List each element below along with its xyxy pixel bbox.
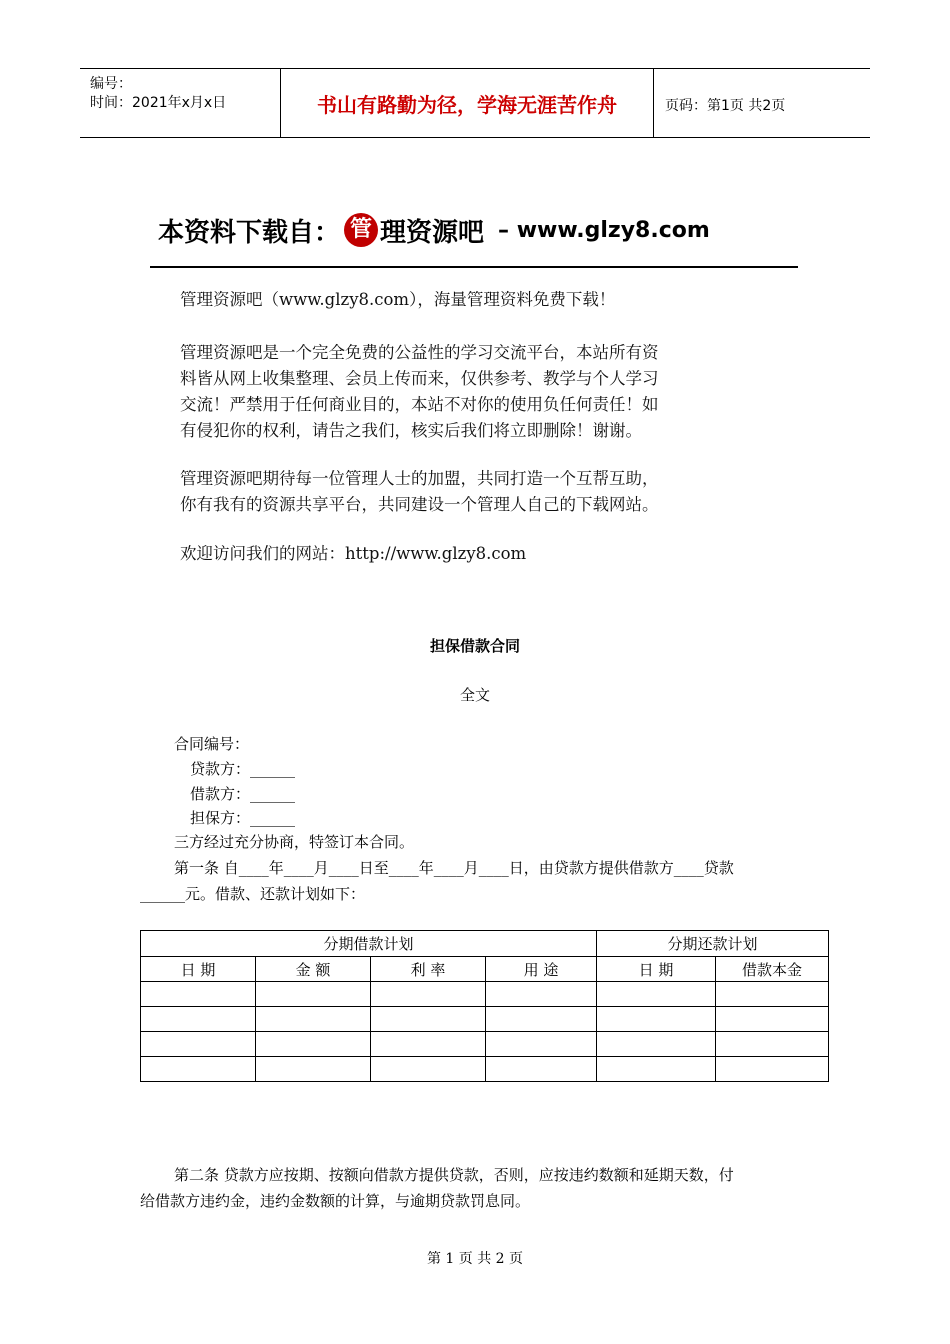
- article-1-line: 第一条 自____年____月____日至____年____月____日，由贷款方提供借款方____贷款: [174, 859, 734, 877]
- table-cell: [256, 982, 371, 1007]
- header-motto: 书山有路勤为径，学海无涯苦作舟: [281, 69, 654, 137]
- table-row: [141, 1032, 829, 1057]
- group-repay-header: 分期还款计划: [597, 931, 829, 957]
- agreement-text: 三方经过充分协商，特签订本合同。: [174, 833, 415, 851]
- table-cell: [597, 1057, 716, 1082]
- table-cell: [597, 1007, 716, 1032]
- col-header-date: 日 期: [141, 957, 256, 982]
- borrower-field: 借款方：______: [190, 785, 296, 803]
- download-banner: [158, 208, 798, 252]
- doc-time-label: 时间：2021年x月x日: [90, 95, 227, 111]
- table-cell: [716, 1007, 829, 1032]
- site-logo-icon: 管: [344, 213, 378, 247]
- col-header-repay-date: 日 期: [597, 957, 716, 982]
- intro-line: 有侵犯你的权利，请告之我们，核实后我们将立即删除！谢谢。: [180, 421, 642, 440]
- article-2-line: 给借款方违约金，违约金数额的计算，与逾期贷款罚息同。: [140, 1192, 531, 1210]
- contract-subtitle: 全文: [459, 686, 490, 704]
- table-cell: [486, 1007, 597, 1032]
- table-row: [141, 1057, 829, 1082]
- intro-line: 管理资源吧期待每一位管理人士的加盟，共同打造一个互帮互助，: [180, 469, 659, 488]
- banner-url[interactable]: – www.glzy8.com: [498, 217, 710, 243]
- guarantor-field: 担保方：______: [190, 809, 296, 827]
- article-2-line: 第二条 贷款方应按期、按额向借款方提供贷款，否则，应按违约数额和延期天数，付: [174, 1166, 734, 1184]
- header-meta-cell: [80, 69, 281, 137]
- table-cell: [256, 1032, 371, 1057]
- table-cell: [716, 982, 829, 1007]
- loan-plan-table: [140, 930, 829, 1082]
- intro-line: 交流！严禁用于任何商业目的，本站不对你的使用负任何责任！如: [180, 395, 659, 414]
- col-header-principal: 借款本金: [716, 957, 829, 982]
- table-cell: [486, 1032, 597, 1057]
- intro-line: 管理资源吧（www.glzy8.com），海量管理资料免费下载！: [180, 290, 616, 309]
- table-cell: [371, 982, 486, 1007]
- table-cell: [256, 1057, 371, 1082]
- table-group-header-row: [141, 931, 829, 957]
- col-header-purpose: 用 途: [486, 957, 597, 982]
- table-cell: [141, 1032, 256, 1057]
- table-cell: [371, 1032, 486, 1057]
- header-page-info: 页码：第1页 共2页: [665, 98, 786, 114]
- intro-line: 你有我有的资源共享平台，共同建设一个管理人自己的下载网站。: [180, 495, 659, 514]
- table-cell: [716, 1057, 829, 1082]
- document-header: [80, 68, 870, 138]
- contract-number-label: 合同编号：: [174, 735, 250, 753]
- table-cell: [141, 1007, 256, 1032]
- lender-field: 贷款方：______: [190, 760, 296, 778]
- table-cell: [486, 1057, 597, 1082]
- table-cell: [486, 982, 597, 1007]
- table-cell: [597, 982, 716, 1007]
- doc-number-label: 编号：: [90, 76, 132, 92]
- contract-title: 担保借款合同: [429, 637, 520, 655]
- intro-line: 料皆从网上收集整理、会员上传而来，仅供参考、教学与个人学习: [180, 369, 659, 388]
- page-footer: 第 1 页 共 2 页: [426, 1251, 524, 1267]
- table-cell: [256, 1007, 371, 1032]
- intro-line: 管理资源吧是一个完全免费的公益性的学习交流平台，本站所有资: [180, 343, 659, 362]
- intro-website-line: 欢迎访问我们的网站：http://www.glzy8.com: [180, 544, 527, 563]
- table-cell: [141, 982, 256, 1007]
- article-1-line: ______元。借款、还款计划如下：: [140, 885, 366, 903]
- banner-site-name: 理资源吧: [380, 217, 485, 248]
- col-header-rate: 利 率: [371, 957, 486, 982]
- table-cell: [716, 1032, 829, 1057]
- table-cell: [141, 1057, 256, 1082]
- table-row: [141, 982, 829, 1007]
- banner-divider: [150, 266, 798, 268]
- table-cell: [597, 1032, 716, 1057]
- group-borrow-header: 分期借款计划: [141, 931, 597, 957]
- table-row: [141, 1007, 829, 1032]
- col-header-amount: 金 额: [256, 957, 371, 982]
- table-cell: [371, 1057, 486, 1082]
- banner-prefix: 本资料下载自：: [158, 217, 341, 248]
- table-cell: [371, 1007, 486, 1032]
- table-column-header-row: [141, 957, 829, 982]
